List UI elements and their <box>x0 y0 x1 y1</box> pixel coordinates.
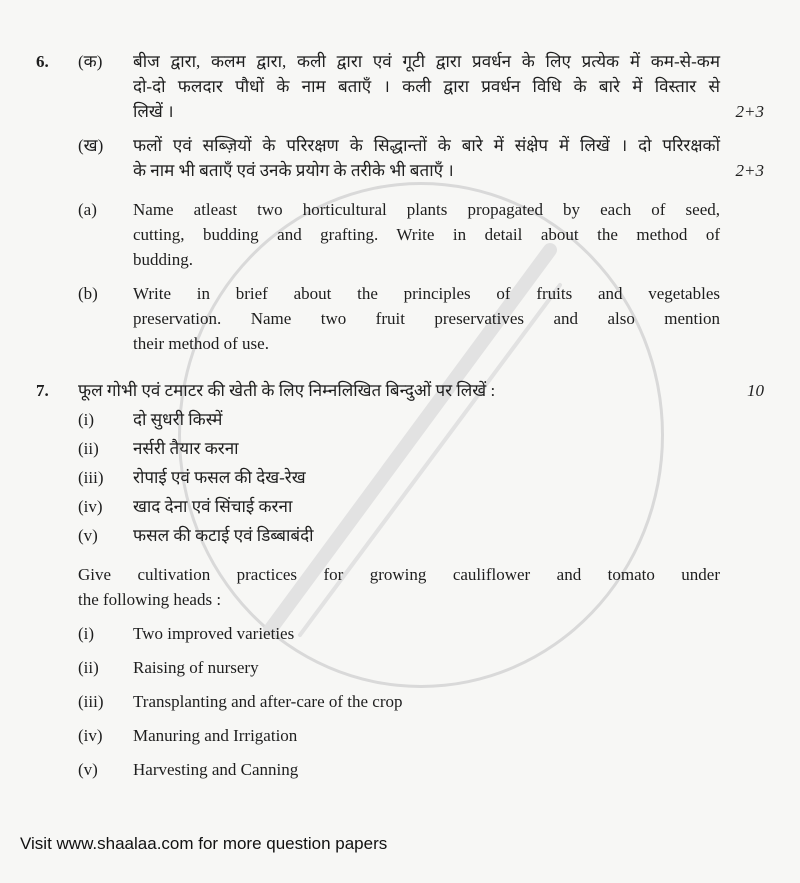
list-item <box>36 465 764 490</box>
part-text-line: के नाम भी बताएँ एवं उनके प्रयोग के तरीके भी बताएँ । <box>133 161 454 180</box>
item-label: (iii) <box>78 468 104 487</box>
part-text <box>133 197 720 272</box>
item-text: दो सुधरी किस्में <box>133 410 223 429</box>
question-7-intro-english <box>36 562 764 612</box>
question-6-part-ka <box>36 49 764 124</box>
item-text: खाद देना एवं सिंचाई करना <box>133 497 293 516</box>
part-label: (a) <box>78 200 97 219</box>
list-item <box>36 621 764 646</box>
part-label: (क) <box>78 52 103 71</box>
part-text-line: बीज द्वारा, कलम द्वारा, कली द्वारा एवं गूटी द्वारा प्रवर्धन के लिए प्रत्येक में कम-से-कम <box>133 52 720 71</box>
part-label: (ख) <box>78 136 104 155</box>
item-label: (i) <box>78 624 95 643</box>
marks: 10 <box>747 381 764 400</box>
marks: 2+3 <box>735 161 764 180</box>
item-text: Harvesting and Canning <box>133 760 299 779</box>
question-number: 6. <box>36 52 49 71</box>
question-6-part-kha <box>36 133 764 183</box>
part-text-line: फलों एवं सब्ज़ियों के परिरक्षण के सिद्धान्तों के बारे में संक्षेप में लिखें । दो परिरक्षकों <box>133 136 720 155</box>
question-6-part-b <box>36 281 764 356</box>
item-text: Raising of nursery <box>133 658 259 677</box>
marks: 2+3 <box>735 102 764 121</box>
list-item <box>36 689 764 714</box>
item-text: Transplanting and after-care of the crop <box>133 692 403 711</box>
list-item <box>36 655 764 680</box>
item-label: (i) <box>78 410 95 429</box>
item-text: फसल की कटाई एवं डिब्बाबंदी <box>133 526 314 545</box>
intro-line: the following heads : <box>78 590 222 609</box>
item-text: नर्सरी तैयार करना <box>133 439 239 458</box>
list-item <box>36 436 764 461</box>
item-text: Two improved varieties <box>133 624 295 643</box>
question-intro-english <box>78 562 720 612</box>
part-text-line: their method of use. <box>133 334 269 353</box>
part-label: (b) <box>78 284 98 303</box>
part-text-line: लिखें । <box>133 102 174 121</box>
part-text-line: Write in brief about the principles of fruits and vegetables <box>133 284 720 303</box>
part-text-line: budding. <box>133 250 193 269</box>
item-label: (v) <box>78 526 98 545</box>
part-text <box>133 133 720 183</box>
footer-link-text: Visit www.shaalaa.com for more question papers <box>20 834 388 853</box>
question-number: 7. <box>36 381 49 400</box>
list-item <box>36 757 764 782</box>
part-text <box>133 281 720 356</box>
list-item <box>36 494 764 519</box>
part-text-line: Name atleast two horticultural plants propagated by each of seed, <box>133 200 720 219</box>
question-6-part-a <box>36 197 764 272</box>
item-label: (iv) <box>78 497 103 516</box>
part-text-line: दो-दो फलदार पौधों के नाम बताएँ । कली द्वारा प्रवर्धन विधि के बारे में विस्तार से <box>133 77 720 96</box>
list-item <box>36 723 764 748</box>
item-text: Manuring and Irrigation <box>133 726 298 745</box>
item-label: (iv) <box>78 726 103 745</box>
intro-line: Give cultivation practices for growing cauliflower and tomato under <box>78 565 720 584</box>
item-label: (ii) <box>78 658 99 677</box>
item-label: (ii) <box>78 439 99 458</box>
question-intro-hindi: फूल गोभी एवं टमाटर की खेती के लिए निम्नलिखित बिन्दुओं पर लिखें : <box>78 381 496 400</box>
question-7-intro-hindi <box>36 378 764 403</box>
item-label: (iii) <box>78 692 104 711</box>
item-text: रोपाई एवं फसल की देख-रेख <box>133 468 306 487</box>
list-item <box>36 407 764 432</box>
item-label: (v) <box>78 760 98 779</box>
part-text-line: preservation. Name two fruit preservatives and also mention <box>133 309 720 328</box>
list-item <box>36 523 764 548</box>
part-text-line: cutting, budding and grafting. Write in detail about the method of <box>133 225 720 244</box>
part-text <box>133 49 720 124</box>
